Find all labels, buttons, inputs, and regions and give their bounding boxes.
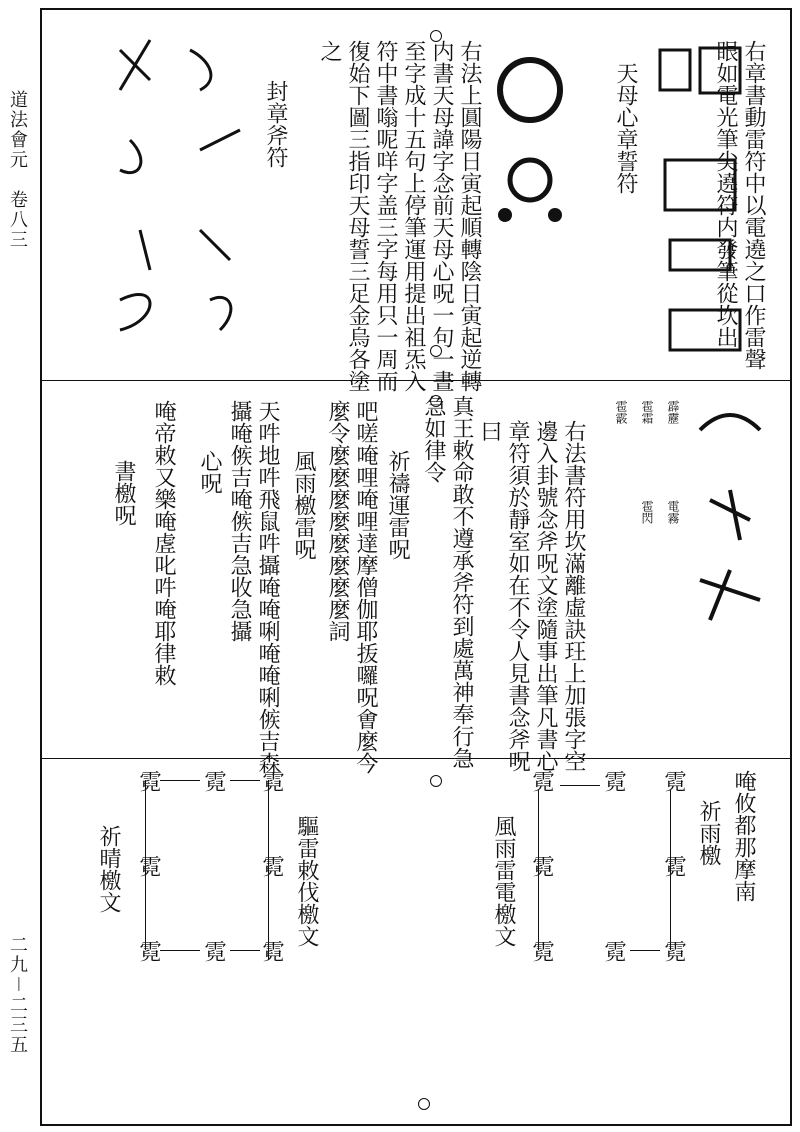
- tree-node: 霓: [601, 770, 626, 792]
- tree-node: 霓: [136, 940, 161, 962]
- lower-col-3: 風雨雷電檄文: [491, 815, 516, 947]
- tree-node: 霓: [529, 940, 554, 962]
- margin-page-number: 二九－二三五: [7, 935, 28, 1055]
- tree-node: 霓: [661, 770, 686, 792]
- upper-col-9: 之: [317, 40, 342, 62]
- right-item: 雹霜: [640, 400, 654, 424]
- upper-col-7: 符中書嗡呢咩字盖三字每用只一周而: [373, 40, 398, 392]
- middle-col-10: 風雨檄雷呪: [291, 450, 316, 560]
- tree-line: [160, 950, 200, 951]
- tree-line: [230, 780, 260, 781]
- tree-node: 霓: [529, 770, 554, 792]
- right-item: 雹霰: [614, 400, 628, 424]
- right-item: 霹靂: [666, 400, 680, 424]
- middle-col-4: 曰: [477, 420, 502, 442]
- tree-node: 霓: [661, 855, 686, 877]
- upper-sub-title: 封章斧符: [263, 80, 288, 168]
- tree-node: 霓: [661, 940, 686, 962]
- tree-line: [160, 780, 200, 781]
- right-item: 電霧: [666, 500, 680, 524]
- middle-col-12: 攝唵㑵吉唵㑵吉急收急攝: [227, 400, 252, 642]
- right-item: 雹閃: [640, 500, 654, 524]
- small-circle: [430, 345, 442, 357]
- middle-col-7: 祈禱運雷呪: [385, 450, 410, 560]
- small-circle: [418, 1098, 430, 1110]
- tree-line: [630, 950, 660, 951]
- lower-col-4: 驅雷敕伐檄文: [294, 815, 319, 947]
- sigil-group: [100, 30, 260, 350]
- middle-col-11: 天吽地吽飛鼠吽攝唵唵唎唵唵唎㑵吉森: [255, 400, 280, 774]
- tree-line: [560, 785, 600, 786]
- upper-col-6: 至字成十五句上停筆運用提出祖炁入: [401, 40, 426, 392]
- tree-node: 霓: [529, 855, 554, 877]
- tree-node: 霓: [259, 770, 284, 792]
- middle-col-6: 急如律令: [421, 395, 446, 483]
- middle-col-2: 邊入卦號念斧呪文塗隨事出筆凡書心: [533, 420, 558, 772]
- upper-title: 天母心章誓符: [613, 62, 638, 194]
- lower-col-2: 祈雨檄: [696, 800, 721, 866]
- middle-col-5: 真王敕命敢不遵承斧符到處萬神奉行急: [449, 395, 474, 769]
- tree-line: [230, 950, 260, 951]
- margin-title: 道法會元 卷八三: [7, 90, 28, 250]
- seal-glyph-group: [650, 40, 770, 360]
- upper-col-2: 眼如電光筆尖遶符内發筆從坎出: [713, 40, 738, 348]
- middle-col-13: 心呪: [197, 450, 222, 494]
- tree-node: 霓: [259, 855, 284, 877]
- upper-col-5: 内書天母諱字念前天母心呪一句一晝: [429, 40, 454, 392]
- section-divider-2: [40, 758, 792, 759]
- middle-col-8: 吧嗟唵哩唵哩達摩僧伽耶㧞囉呪㑹麼今: [353, 400, 378, 774]
- upper-col-1: 右章書動雷符中以電遶之口作雷聲: [741, 40, 766, 370]
- middle-col-3: 章符須於靜室如在不令人見書念斧呪: [505, 420, 530, 772]
- tree-node: 霓: [601, 940, 626, 962]
- middle-col-15: 書檄呪: [111, 460, 136, 526]
- tree-node: 霓: [136, 855, 161, 877]
- middle-col-9: 麼令麼麼麼麼麼麼麼麼詞: [325, 400, 350, 642]
- upper-col-8: 復始下圖三指印天母誓三足金烏各塗: [345, 40, 370, 392]
- lower-col-5: 祈晴檄文: [96, 825, 121, 913]
- upper-col-4: 右法上圓陽日寅起順轉陰日寅起逆轉: [457, 40, 482, 392]
- circle-diagram: [485, 30, 575, 230]
- tree-node: 霓: [259, 940, 284, 962]
- lower-col-1: 唵攸都那摩南: [731, 770, 756, 902]
- middle-col-14: 唵帝敕又樂唵虗叱吽唵耶律敕: [151, 400, 176, 686]
- middle-col-1: 右法書符用坎滿離虛訣玨上加張字空: [561, 420, 586, 772]
- small-circle: [430, 395, 442, 407]
- weather-sigils: [690, 400, 780, 640]
- tree-node: 霓: [201, 770, 226, 792]
- small-circle: [430, 775, 442, 787]
- tree-node: 霓: [136, 770, 161, 792]
- small-circle: [430, 30, 442, 42]
- tree-node: 霓: [201, 940, 226, 962]
